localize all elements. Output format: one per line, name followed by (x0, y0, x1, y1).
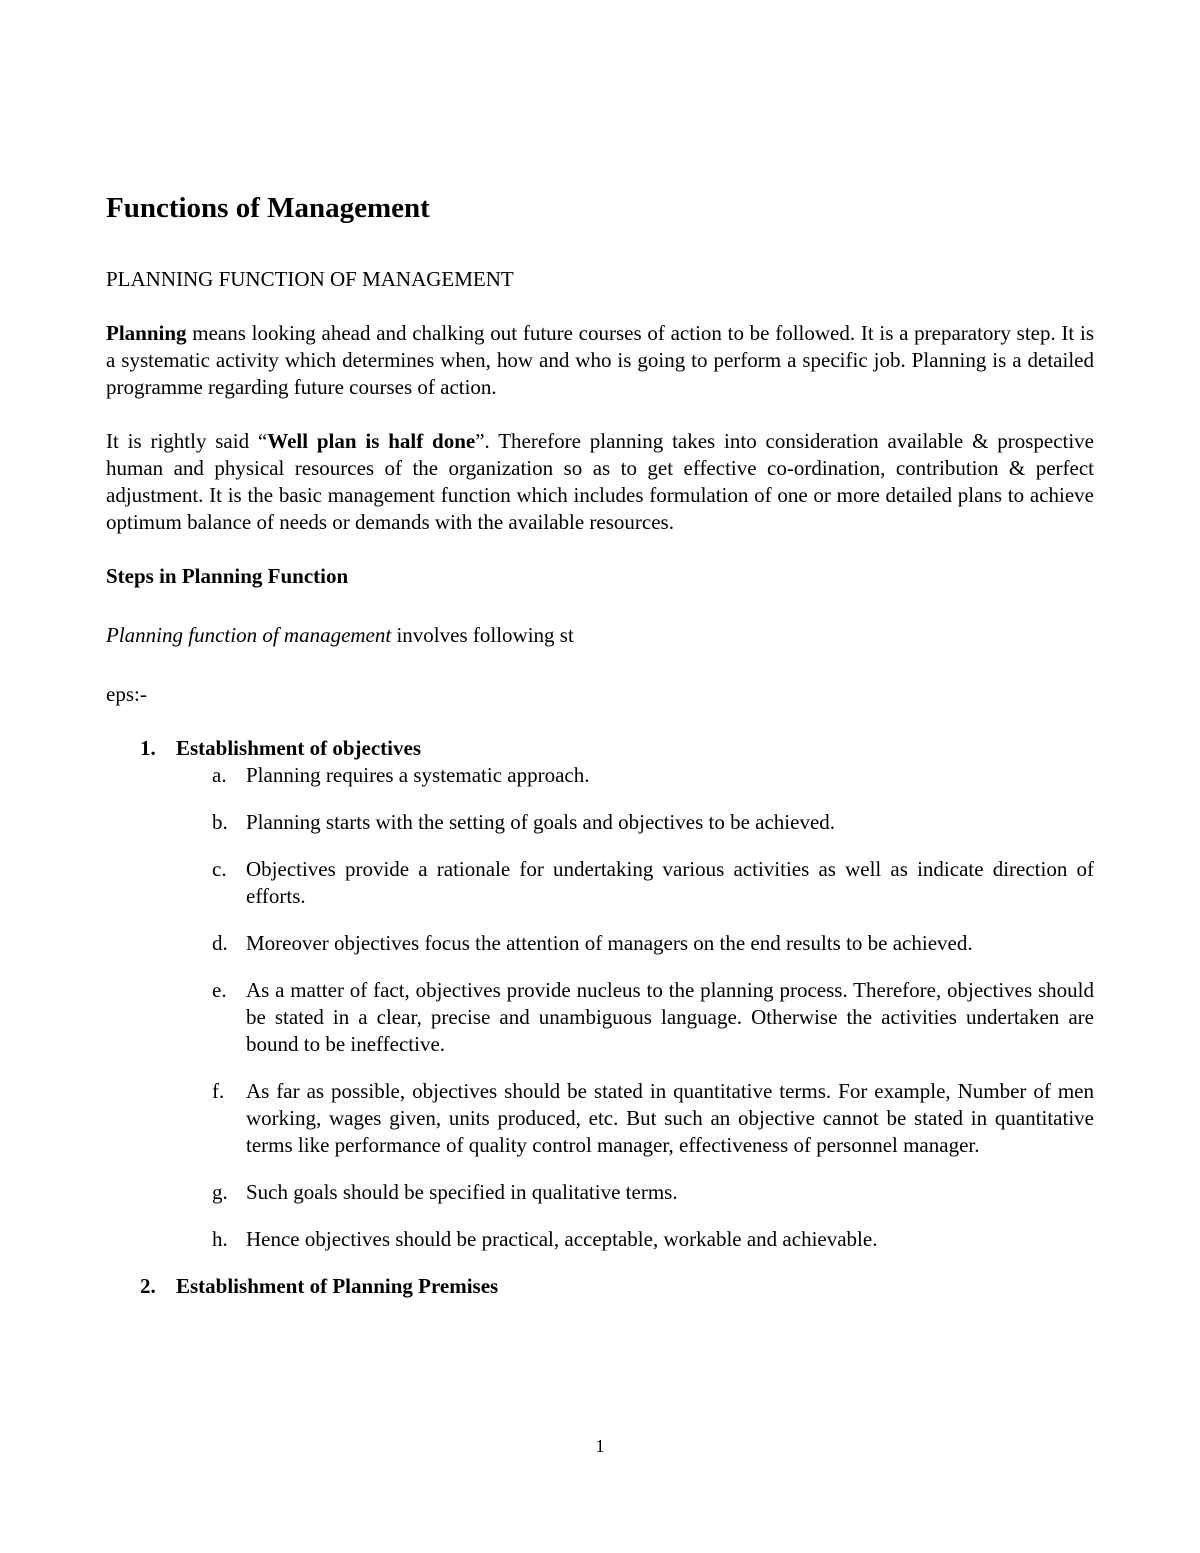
sub-item-letter: c. (212, 857, 227, 881)
step-sub-list (106, 762, 1094, 1253)
step-title: Establishment of objectives (176, 736, 421, 760)
sub-list-item (106, 809, 1094, 836)
section-heading: PLANNING FUNCTION OF MANAGEMENT (106, 267, 514, 291)
page-content (106, 190, 1094, 1300)
sub-item-text: Planning starts with the setting of goals and objectives to be achieved. (246, 810, 836, 834)
step-item (106, 1273, 1094, 1300)
sub-list-item (106, 856, 1094, 910)
steps-intro-italic: Planning function of management (106, 623, 392, 647)
document-title: Functions of Management (106, 192, 430, 224)
sub-item-letter: e. (212, 978, 227, 1002)
planning-definition-text: means looking ahead and chalking out future courses of action to be followed. It is a preparatory step. It is a systematic activity which determines when, how and who is going to perform a specific job. Planning is a detailed programme regarding future courses of action. (106, 321, 1094, 399)
step-number: 1. (140, 736, 156, 760)
step-item (106, 735, 1094, 762)
sub-list-item (106, 930, 1094, 957)
sub-item-text: As a matter of fact, objectives provide nucleus to the planning process. Therefore, objectives should be stated in a clear, precise and unambiguous language. Otherwise the activities undertaken are bound to be ineffective. (246, 978, 1094, 1056)
well-plan-prefix: It is rightly said “ (106, 429, 268, 453)
page-number: 1 (595, 1436, 605, 1456)
step-number: 2. (140, 1274, 156, 1298)
sub-item-letter: f. (212, 1079, 225, 1103)
sub-list-item (106, 1179, 1094, 1206)
steps-intro (106, 622, 1094, 649)
sub-item-text: Planning requires a systematic approach. (246, 763, 590, 787)
well-plan-suffix: ”. Therefore planning takes into consideration available & prospective human and physical resources of the organization so as to get effective co-ordination, contribution & perfect adjustment. It is the basic management function which includes formulation of one or more detailed plans to achieve optimum balance of needs or demands with the available resources. (106, 429, 1095, 534)
sub-list-item (106, 977, 1094, 1058)
steps-intro-text: involves following st (391, 623, 574, 647)
sub-list-item (106, 1078, 1094, 1159)
steps-heading: Steps in Planning Function (106, 564, 349, 588)
sub-item-text: As far as possible, objectives should be stated in quantitative terms. For example, Number of men working, wages given, units produced, etc. But such an objective cannot be stated in quantitative terms like performance of quality control manager, effectiveness of personnel manager. (246, 1079, 1094, 1157)
sub-item-text: Hence objectives should be practical, acceptable, workable and achievable. (246, 1227, 878, 1251)
well-plan-paragraph (106, 428, 1094, 536)
sub-item-letter: b. (212, 810, 228, 834)
well-plan-quote: Well plan is half done (267, 429, 476, 453)
sub-list-item (106, 762, 1094, 789)
sub-item-text: Moreover objectives focus the attention of managers on the end results to be achieved. (246, 931, 973, 955)
planning-definition-paragraph (106, 320, 1094, 401)
steps-intro-tail: eps:- (106, 682, 147, 706)
sub-item-letter: a. (212, 763, 227, 787)
sub-item-text: Such goals should be specified in qualitative terms. (246, 1180, 678, 1204)
sub-item-letter: d. (212, 931, 228, 955)
sub-item-letter: g. (212, 1180, 228, 1204)
planning-bold-term: Planning (106, 321, 187, 345)
sub-item-text: Objectives provide a rationale for undertaking various activities as well as indicate direction of efforts. (246, 857, 1094, 908)
sub-item-letter: h. (212, 1227, 228, 1251)
step-title: Establishment of Planning Premises (176, 1274, 499, 1298)
sub-list-item (106, 1226, 1094, 1253)
